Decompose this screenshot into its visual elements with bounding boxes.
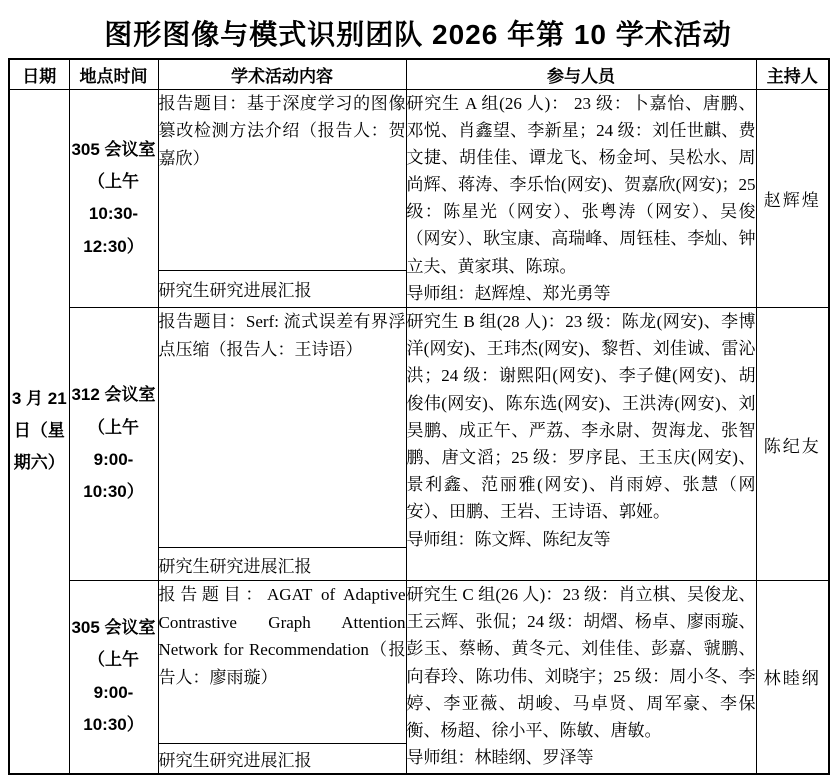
header-activity-content: 学术活动内容 [158,59,406,89]
group-1-report-cell: 报告题目：Serf: 流式误差有界浮点压缩（报告人：王诗语） [158,308,406,548]
header-participants: 参与人员 [406,59,756,89]
header-location-time: 地点时间 [69,59,158,89]
header-date: 日期 [9,59,69,89]
group-1-host-cell: 陈纪友 [756,308,829,581]
table-row [9,89,829,270]
group-0-progress-cell: 研究生研究进展汇报 [158,270,406,307]
group-1-location-cell: 312 会议室（上午 9:00-10:30） [69,308,158,581]
table-row [9,581,829,744]
group-2-participants-cell [406,581,756,774]
group-2-progress-cell: 研究生研究进展汇报 [158,744,406,774]
header-row [9,59,829,89]
group-0-host-cell: 赵辉煌 [756,89,829,308]
group-2-location-cell: 305 会议室（上午 9:00-10:30） [69,581,158,774]
group-1-participants-text: 研究生 B 组(28 人)：23 级：陈龙(网安)、李博洋(网安)、王玮杰(网安)、黎哲、刘佳诚、雷沁洪；24 级：谢熙阳(网安)、李子健(网安)、胡俊伟(网安)、陈东选(网安)、王洪涛(网安)、刘昊鹏、成正午、严荔、李永尉、贺海龙、张智鹏、唐文滔；25 级：罗序昆、王玉庆(网安)、景利鑫、范丽雅(网安)、肖雨婷、张慧（网安）、田鹏、王岩、王诗语、郭娅。 [406,312,756,522]
group-0-participants-cell [406,89,756,308]
group-2-report-cell: 报告题目：AGAT of Adaptive Contrastive Graph Attention Network for Recommendation（报告人：廖雨璇） [158,581,406,744]
group-0-report-cell: 报告题目：基于深度学习的图像篡改检测方法介绍（报告人：贺嘉欣） [158,89,406,270]
group-0-mentors-text: 导师组：赵辉煌、郑光勇等 [406,283,611,303]
group-0-location-cell: 305 会议室（上午 10:30-12:30） [69,89,158,308]
group-2-host-cell: 林睦纲 [756,581,829,774]
group-1-mentors-text: 导师组：陈文辉、陈纪友等 [406,529,611,549]
table-row [9,308,829,548]
date-cell: 3 月 21 日（星期六） [9,89,69,774]
group-2-participants-text: 研究生 C 组(26 人)：23 级：肖立棋、吴俊龙、王云辉、张侃；24 级：胡熠、杨卓、廖雨璇、彭玉、蔡畅、黄冬元、刘佳佳、彭嘉、虢鹏、向春玲、陈功伟、刘晓宇；25 级：周小冬、李婷、李亚薇、胡峻、马卓贤、周军豪、李保衡、杨超、徐小平、陈敏、唐敏。 [406,585,756,740]
group-2-mentors-text: 导师组：林睦纲、罗泽等 [406,748,594,768]
schedule-table [8,58,830,775]
group-1-progress-cell: 研究生研究进展汇报 [158,548,406,581]
group-1-participants-cell [406,308,756,581]
page-title: 图形图像与模式识别团队 2026 年第 10 学术活动 [104,19,732,50]
group-0-participants-text: 研究生 A 组(26 人)： 23 级：卜嘉怡、唐鹏、邓悦、肖鑫望、李新星；24 级：刘任世麒、费文捷、胡佳佳、谭龙飞、杨金坷、吴松水、周尚辉、蒋涛、李乐怡(网安)、贺嘉欣(网安)；25 级：陈星光（网安）、张粤涛（网安）、吴俊（网安）、耿宝康、高瑞峰、周钰桂、李灿、钟立夫、黄家琪、陈琼。 [406,93,756,276]
header-host: 主持人 [756,59,829,89]
